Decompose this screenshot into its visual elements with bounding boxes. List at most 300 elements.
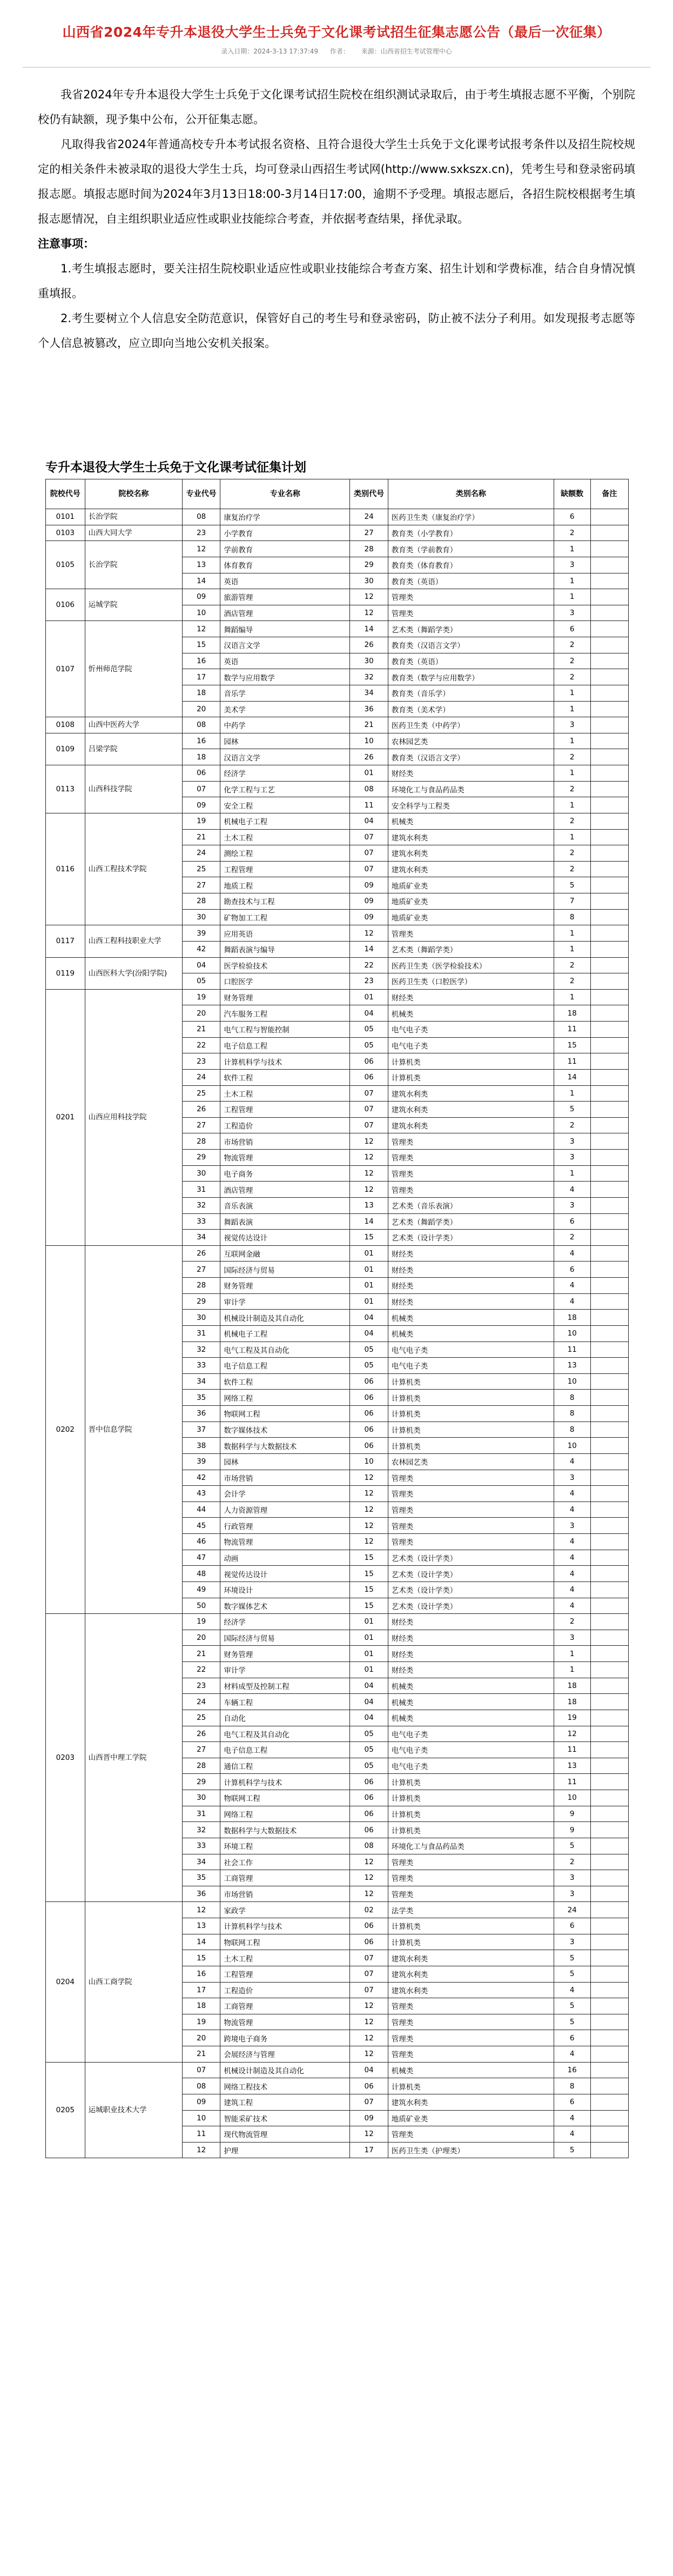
category-code: 17 <box>350 2142 388 2158</box>
category-name: 建筑水利类 <box>388 2094 554 2110</box>
vacancy-count: 5 <box>554 1950 590 1966</box>
category-name: 建筑水利类 <box>388 829 554 845</box>
vacancy-count: 6 <box>554 1918 590 1934</box>
category-code: 06 <box>350 1069 388 1085</box>
category-name: 建筑水利类 <box>388 845 554 862</box>
remark <box>590 1133 628 1150</box>
remark <box>590 973 628 990</box>
category-name: 计算机类 <box>388 1822 554 1838</box>
major-name: 电子信息工程 <box>220 1358 350 1374</box>
category-name: 财经类 <box>388 1293 554 1310</box>
category-name: 财经类 <box>388 1278 554 1294</box>
major-name: 数字媒体技术 <box>220 1422 350 1438</box>
category-name: 环境化工与食品药品类 <box>388 1838 554 1854</box>
major-name: 学前教育 <box>220 541 350 557</box>
vacancy-count: 4 <box>554 1566 590 1582</box>
category-code: 05 <box>350 1758 388 1774</box>
vacancy-count: 2 <box>554 861 590 877</box>
major-name: 通信工程 <box>220 1758 350 1774</box>
category-name: 电气电子类 <box>388 1037 554 1053</box>
remark <box>590 1325 628 1342</box>
remark <box>590 1742 628 1758</box>
category-code: 12 <box>350 925 388 942</box>
category-name: 管理类 <box>388 925 554 942</box>
category-name: 计算机类 <box>388 1438 554 1454</box>
category-name: 建筑水利类 <box>388 1085 554 1102</box>
category-code: 04 <box>350 1005 388 1022</box>
vacancy-count: 10 <box>554 1325 590 1342</box>
category-code: 07 <box>350 2094 388 2110</box>
vacancy-count: 3 <box>554 1518 590 1534</box>
note-item: 2.考生要树立个人信息安全防范意识，保管好自己的考生号和登录密码，防止被不法分子利用。如发现报考志愿等个人信息被篡改，应立即向当地公安机关报案。 <box>38 312 635 350</box>
category-name: 农林园艺类 <box>388 1453 554 1470</box>
remark <box>590 989 628 1005</box>
major-code: 18 <box>183 1998 220 2014</box>
category-name: 计算机类 <box>388 1053 554 1070</box>
major-code: 43 <box>183 1486 220 1502</box>
major-code: 37 <box>183 1422 220 1438</box>
category-name: 计算机类 <box>388 1934 554 1950</box>
vacancy-count: 11 <box>554 1053 590 1070</box>
category-name: 管理类 <box>388 1150 554 1166</box>
major-name: 医学检验技术 <box>220 957 350 973</box>
category-code: 01 <box>350 1278 388 1294</box>
remark <box>590 797 628 813</box>
major-code: 42 <box>183 1470 220 1486</box>
major-code: 24 <box>183 845 220 862</box>
category-name: 计算机类 <box>388 1390 554 1406</box>
vacancy-count: 1 <box>554 573 590 589</box>
remark <box>590 2046 628 2063</box>
remark <box>590 1694 628 1710</box>
vacancy-count: 6 <box>554 621 590 637</box>
category-name: 教育类（体育教育） <box>388 557 554 573</box>
school-code: 0203 <box>46 1614 85 1902</box>
table-row <box>46 813 629 829</box>
major-code: 19 <box>183 813 220 829</box>
category-code: 06 <box>350 2078 388 2094</box>
remark <box>590 1069 628 1085</box>
category-code: 26 <box>350 637 388 653</box>
major-code: 12 <box>183 541 220 557</box>
category-code: 06 <box>350 1373 388 1390</box>
vacancy-count: 11 <box>554 1774 590 1790</box>
major-code: 27 <box>183 1262 220 1278</box>
remark <box>590 1486 628 1502</box>
vacancy-count: 14 <box>554 1069 590 1085</box>
remark <box>590 1358 628 1374</box>
major-code: 25 <box>183 1710 220 1726</box>
remark <box>590 1598 628 1614</box>
remark <box>590 685 628 701</box>
remark <box>590 733 628 749</box>
major-code: 34 <box>183 1373 220 1390</box>
category-code: 12 <box>350 1998 388 2014</box>
category-code: 01 <box>350 989 388 1005</box>
vacancy-count: 1 <box>554 925 590 942</box>
school-code: 0107 <box>46 621 85 717</box>
vacancy-count: 4 <box>554 2046 590 2063</box>
category-name: 艺术类（设计学类） <box>388 1581 554 1598</box>
major-code: 39 <box>183 925 220 942</box>
remark <box>590 2126 628 2143</box>
category-code: 14 <box>350 1213 388 1230</box>
major-code: 07 <box>183 781 220 797</box>
major-name: 机械电子工程 <box>220 1325 350 1342</box>
major-name: 舞蹈表演与编导 <box>220 941 350 957</box>
major-code: 39 <box>183 1453 220 1470</box>
remark <box>590 1085 628 1102</box>
major-code: 35 <box>183 1390 220 1406</box>
vacancy-count: 18 <box>554 1678 590 1694</box>
major-code: 18 <box>183 749 220 765</box>
major-code: 09 <box>183 2094 220 2110</box>
category-code: 01 <box>350 1293 388 1310</box>
major-name: 音乐学 <box>220 685 350 701</box>
vacancy-count: 1 <box>554 797 590 813</box>
school-code: 0106 <box>46 589 85 621</box>
major-code: 29 <box>183 1150 220 1166</box>
remark <box>590 2142 628 2158</box>
major-code: 30 <box>183 1790 220 1806</box>
category-name: 计算机类 <box>388 1069 554 1085</box>
header-major-code: 专业代号 <box>183 479 220 509</box>
category-code: 15 <box>350 1550 388 1566</box>
vacancy-count: 7 <box>554 893 590 910</box>
major-name: 工程造价 <box>220 1982 350 1998</box>
vacancy-count: 3 <box>554 1630 590 1646</box>
category-code: 05 <box>350 1726 388 1742</box>
category-code: 12 <box>350 1133 388 1150</box>
remark <box>590 1790 628 1806</box>
category-code: 22 <box>350 957 388 973</box>
category-name: 艺术类（舞蹈学类） <box>388 941 554 957</box>
major-code: 20 <box>183 2030 220 2046</box>
remark <box>590 605 628 621</box>
category-name: 管理类 <box>388 1534 554 1550</box>
major-code: 28 <box>183 1758 220 1774</box>
major-name: 土木工程 <box>220 1950 350 1966</box>
major-name: 行政管理 <box>220 1518 350 1534</box>
major-code: 27 <box>183 877 220 893</box>
major-code: 21 <box>183 829 220 845</box>
remark <box>590 1822 628 1838</box>
category-code: 01 <box>350 765 388 782</box>
vacancy-count: 6 <box>554 1262 590 1278</box>
remark <box>590 1053 628 1070</box>
remark <box>590 845 628 862</box>
school-code: 0101 <box>46 509 85 525</box>
remark <box>590 1566 628 1582</box>
category-code: 15 <box>350 1581 388 1598</box>
vacancy-count: 13 <box>554 1758 590 1774</box>
major-code: 16 <box>183 653 220 669</box>
remark <box>590 2110 628 2126</box>
major-name: 酒店管理 <box>220 1182 350 1198</box>
category-code: 30 <box>350 573 388 589</box>
vacancy-count: 4 <box>554 1501 590 1518</box>
category-code: 15 <box>350 1566 388 1582</box>
vacancy-count: 3 <box>554 557 590 573</box>
category-code: 15 <box>350 1230 388 1246</box>
category-code: 07 <box>350 829 388 845</box>
major-code: 32 <box>183 1197 220 1213</box>
major-name: 经济学 <box>220 765 350 782</box>
school-name: 山西晋中理工学院 <box>85 1614 182 1902</box>
major-name: 软件工程 <box>220 1373 350 1390</box>
major-code: 19 <box>183 1614 220 1630</box>
category-name: 教育类（美术学） <box>388 701 554 717</box>
major-name: 建筑工程 <box>220 2094 350 2110</box>
category-name: 计算机类 <box>388 1373 554 1390</box>
vacancy-count: 4 <box>554 1982 590 1998</box>
category-name: 机械类 <box>388 1694 554 1710</box>
notes-title: 注意事项： <box>38 237 95 250</box>
major-code: 25 <box>183 861 220 877</box>
remark <box>590 573 628 589</box>
school-name: 长治学院 <box>85 541 182 589</box>
category-code: 06 <box>350 1053 388 1070</box>
category-name: 计算机类 <box>388 1406 554 1422</box>
category-name: 财经类 <box>388 1662 554 1678</box>
vacancy-count: 4 <box>554 1453 590 1470</box>
remark <box>590 1501 628 1518</box>
vacancy-count: 6 <box>554 2030 590 2046</box>
vacancy-count: 10 <box>554 1373 590 1390</box>
category-name: 财经类 <box>388 1245 554 1262</box>
category-code: 06 <box>350 1406 388 1422</box>
remark <box>590 1262 628 1278</box>
remark <box>590 1966 628 1982</box>
category-code: 30 <box>350 653 388 669</box>
major-code: 20 <box>183 1630 220 1646</box>
category-code: 24 <box>350 509 388 525</box>
category-code: 05 <box>350 1037 388 1053</box>
vacancy-count: 10 <box>554 1790 590 1806</box>
vacancy-count: 9 <box>554 1806 590 1822</box>
vacancy-count: 2 <box>554 845 590 862</box>
remark <box>590 1005 628 1022</box>
major-code: 26 <box>183 1726 220 1742</box>
vacancy-count: 24 <box>554 1902 590 1918</box>
major-name: 电子商务 <box>220 1165 350 1182</box>
category-name: 医药卫生类（康复治疗学） <box>388 509 554 525</box>
major-code: 09 <box>183 589 220 605</box>
major-name: 音乐表演 <box>220 1197 350 1213</box>
vacancy-count: 5 <box>554 1998 590 2014</box>
school-code: 0113 <box>46 765 85 813</box>
category-code: 07 <box>350 1966 388 1982</box>
remark <box>590 1870 628 1886</box>
table-row <box>46 541 629 557</box>
vacancy-count: 4 <box>554 1245 590 1262</box>
vacancy-count: 4 <box>554 2126 590 2143</box>
category-name: 管理类 <box>388 1165 554 1182</box>
category-code: 12 <box>350 2030 388 2046</box>
vacancy-count: 4 <box>554 1278 590 1294</box>
category-code: 09 <box>350 2110 388 2126</box>
category-code: 12 <box>350 1165 388 1182</box>
vacancy-count: 4 <box>554 1486 590 1502</box>
vacancy-count: 4 <box>554 1581 590 1598</box>
vacancy-count: 1 <box>554 829 590 845</box>
major-code: 23 <box>183 1678 220 1694</box>
vacancy-count: 8 <box>554 1422 590 1438</box>
major-code: 19 <box>183 2014 220 2030</box>
remark <box>590 1453 628 1470</box>
major-name: 现代物流管理 <box>220 2126 350 2143</box>
category-code: 04 <box>350 1310 388 1326</box>
category-code: 05 <box>350 1022 388 1038</box>
remark <box>590 1998 628 2014</box>
category-name: 艺术类（舞蹈学类） <box>388 621 554 637</box>
major-name: 审计学 <box>220 1662 350 1678</box>
major-name: 工商管理 <box>220 1870 350 1886</box>
school-name: 山西应用科技学院 <box>85 989 182 1245</box>
category-name: 财经类 <box>388 1262 554 1278</box>
page-title: 山西省2024年专升本退役大学生士兵免于文化课考试招生征集志愿公告（最后一次征集） <box>62 24 611 40</box>
category-name: 地质矿业类 <box>388 909 554 925</box>
major-code: 05 <box>183 973 220 990</box>
remark <box>590 1758 628 1774</box>
major-code: 21 <box>183 1646 220 1662</box>
major-name: 英语 <box>220 653 350 669</box>
school-code: 0205 <box>46 2062 85 2158</box>
category-code: 07 <box>350 1982 388 1998</box>
category-name: 计算机类 <box>388 1790 554 1806</box>
vacancy-count: 3 <box>554 1870 590 1886</box>
category-name: 管理类 <box>388 2046 554 2063</box>
category-name: 艺术类（舞蹈学类） <box>388 1213 554 1230</box>
major-code: 23 <box>183 1053 220 1070</box>
remark <box>590 717 628 733</box>
major-code: 22 <box>183 1662 220 1678</box>
category-code: 06 <box>350 1422 388 1438</box>
remark <box>590 1934 628 1950</box>
article-body <box>38 82 635 356</box>
major-code: 06 <box>183 765 220 782</box>
category-name: 管理类 <box>388 1870 554 1886</box>
major-name: 勘查技术与工程 <box>220 893 350 910</box>
vacancy-count: 6 <box>554 509 590 525</box>
vacancy-count: 1 <box>554 765 590 782</box>
remark <box>590 1534 628 1550</box>
major-name: 跨境电子商务 <box>220 2030 350 2046</box>
major-code: 04 <box>183 957 220 973</box>
remark <box>590 1117 628 1133</box>
category-name: 电气电子类 <box>388 1358 554 1374</box>
major-name: 土木工程 <box>220 1085 350 1102</box>
major-code: 33 <box>183 1358 220 1374</box>
vacancy-count: 18 <box>554 1694 590 1710</box>
school-name: 晋中信息学院 <box>85 1245 182 1613</box>
major-name: 体育教育 <box>220 557 350 573</box>
major-code: 35 <box>183 1870 220 1886</box>
major-name: 家政学 <box>220 1902 350 1918</box>
category-name: 财经类 <box>388 765 554 782</box>
remark <box>590 765 628 782</box>
category-code: 07 <box>350 861 388 877</box>
category-name: 计算机类 <box>388 1774 554 1790</box>
school-name: 山西工商学院 <box>85 1902 182 2062</box>
vacancy-count: 3 <box>554 717 590 733</box>
major-name: 旅游管理 <box>220 589 350 605</box>
major-code: 13 <box>183 1918 220 1934</box>
category-name: 电气电子类 <box>388 1342 554 1358</box>
category-code: 04 <box>350 1694 388 1710</box>
vacancy-count: 18 <box>554 1310 590 1326</box>
remark <box>590 877 628 893</box>
remark <box>590 669 628 685</box>
category-code: 04 <box>350 2062 388 2078</box>
school-name: 运城职业技术大学 <box>85 2062 182 2158</box>
vacancy-count: 2 <box>554 957 590 973</box>
category-code: 06 <box>350 1822 388 1838</box>
remark <box>590 1806 628 1822</box>
category-code: 01 <box>350 1614 388 1630</box>
category-name: 建筑水利类 <box>388 1982 554 1998</box>
category-code: 07 <box>350 1085 388 1102</box>
category-code: 07 <box>350 845 388 862</box>
category-code: 12 <box>350 2046 388 2063</box>
major-name: 物联网工程 <box>220 1790 350 1806</box>
major-name: 舞蹈编导 <box>220 621 350 637</box>
major-name: 汉语言文学 <box>220 637 350 653</box>
major-name: 工程管理 <box>220 861 350 877</box>
major-code: 50 <box>183 1598 220 1614</box>
vacancy-count: 2 <box>554 1854 590 1870</box>
remark <box>590 1550 628 1566</box>
major-name: 车辆工程 <box>220 1694 350 1710</box>
vacancy-count: 2 <box>554 781 590 797</box>
school-code: 0103 <box>46 525 85 541</box>
school-code: 0117 <box>46 925 85 957</box>
vacancy-count: 18 <box>554 1005 590 1022</box>
category-name: 计算机类 <box>388 1422 554 1438</box>
category-code: 26 <box>350 749 388 765</box>
category-name: 电气电子类 <box>388 1022 554 1038</box>
major-code: 46 <box>183 1534 220 1550</box>
vacancy-count: 2 <box>554 973 590 990</box>
major-name: 数据科学与大数据技术 <box>220 1822 350 1838</box>
vacancy-count: 10 <box>554 1438 590 1454</box>
category-code: 04 <box>350 1678 388 1694</box>
vacancy-count: 13 <box>554 1358 590 1374</box>
major-name: 物联网工程 <box>220 1406 350 1422</box>
category-code: 01 <box>350 1245 388 1262</box>
major-code: 15 <box>183 637 220 653</box>
table-row <box>46 989 629 1005</box>
major-name: 康复治疗学 <box>220 509 350 525</box>
major-code: 14 <box>183 1934 220 1950</box>
remark <box>590 1342 628 1358</box>
school-name: 山西中医药大学 <box>85 717 182 733</box>
major-name: 动画 <box>220 1550 350 1566</box>
category-name: 教育类（英语） <box>388 653 554 669</box>
category-name: 教育类（学前教育） <box>388 541 554 557</box>
vacancy-count: 6 <box>554 1213 590 1230</box>
category-name: 法学类 <box>388 1902 554 1918</box>
major-name: 电子信息工程 <box>220 1037 350 1053</box>
major-code: 23 <box>183 525 220 541</box>
table-row <box>46 509 629 525</box>
major-name: 智能采矿技术 <box>220 2110 350 2126</box>
major-code: 30 <box>183 909 220 925</box>
category-code: 01 <box>350 1646 388 1662</box>
category-name: 计算机类 <box>388 2078 554 2094</box>
category-name: 机械类 <box>388 1710 554 1726</box>
category-code: 04 <box>350 1325 388 1342</box>
